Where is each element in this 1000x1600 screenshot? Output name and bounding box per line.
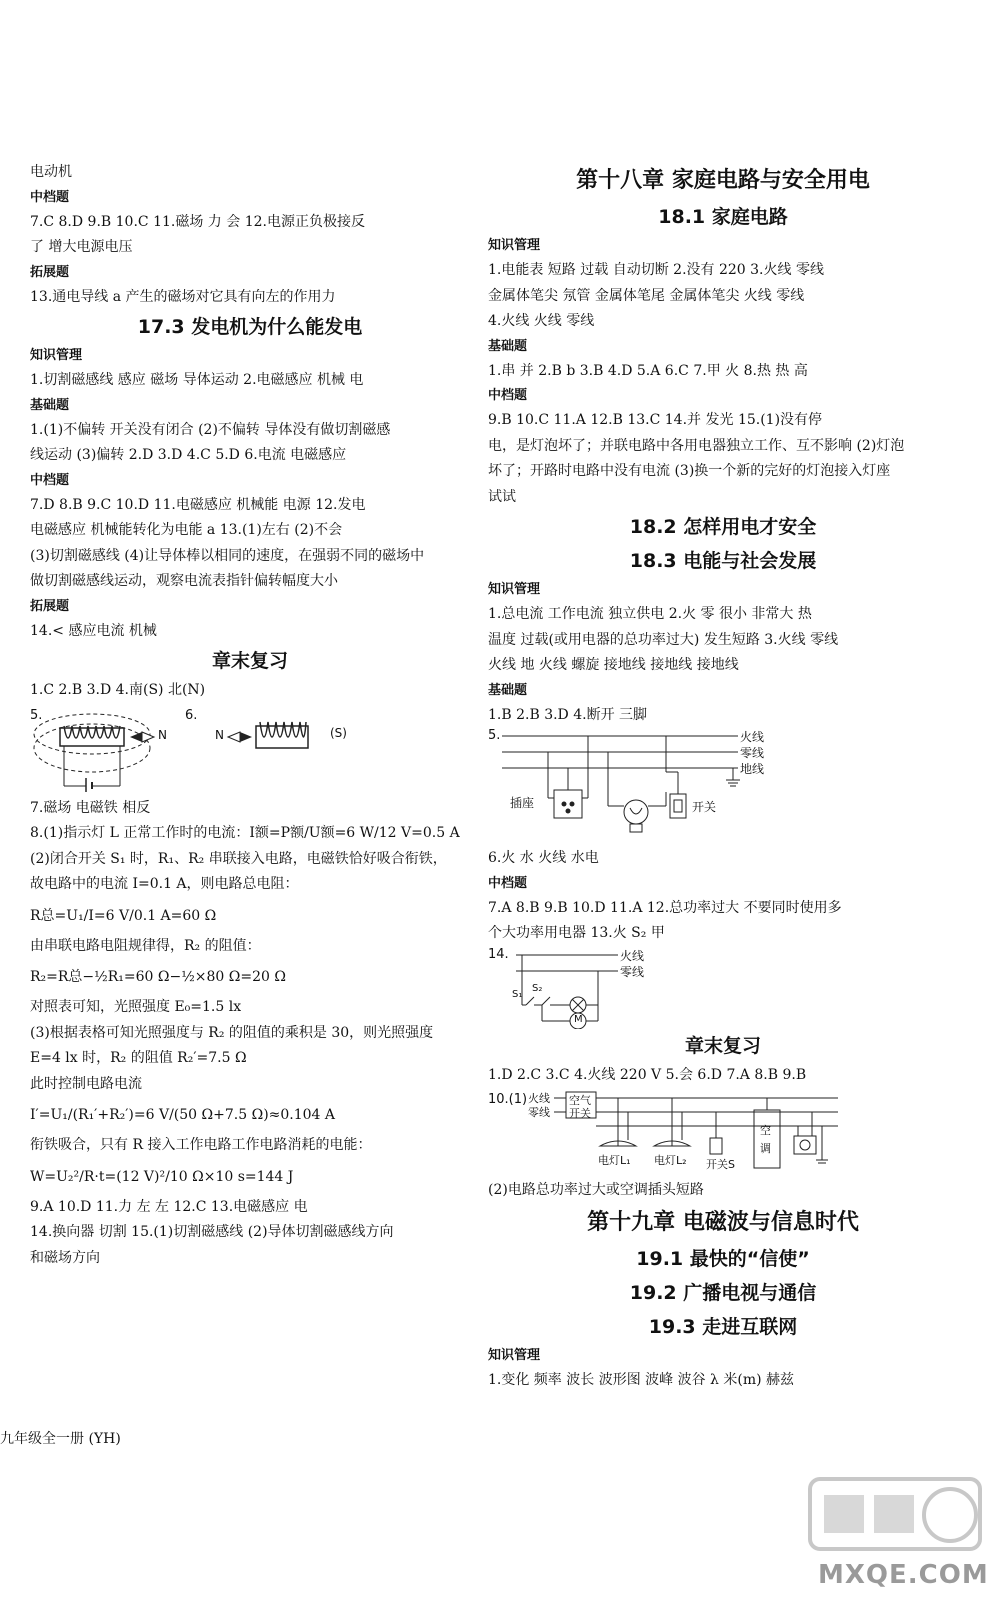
subheading: 中档题	[488, 875, 528, 891]
lamp-l1-label: 电灯L₁	[598, 1154, 631, 1167]
answer-line: E=4 lx 时，R₂ 的阻值 R₂′=7.5 Ω	[30, 1050, 247, 1066]
answer-line: 和磁场方向	[30, 1249, 100, 1266]
figure-number: 14.	[488, 946, 509, 962]
answer-line: 4.火线 火线 零线	[488, 313, 595, 329]
formula-line: R₂=R总−½R₁=60 Ω−½×80 Ω=20 Ω	[30, 969, 286, 985]
north-pole-label: N	[215, 727, 224, 742]
answer-line: 个大功率用电器 13.火 S₂ 甲	[488, 925, 665, 941]
answer-line: 13.通电导线 a 产生的磁场对它具有向左的作用力	[30, 288, 336, 305]
answer-line: 对照表可知，光照强度 E₀=1.5 lx	[30, 999, 242, 1015]
answer-line: 9.B 10.C 11.A 12.B 13.C 14.并 发光 15.(1)没有停	[488, 412, 823, 428]
answer-line: (2)闭合开关 S₁ 时，R₁、R₂ 串联接入电路，电磁铁恰好吸合衔铁，	[30, 850, 447, 867]
subheading: 中档题	[30, 472, 70, 488]
live-wire-label: 火线	[528, 1092, 550, 1105]
answer-line: 电磁感应 机械能转化为电能 a 13.(1)左右 (2)不会	[30, 522, 343, 538]
answer-line: 7.A 8.B 9.B 10.D 11.A 12.总功率过大 不要同时使用多	[488, 899, 842, 916]
section-title-19-1: 19.1 最快的“信使”	[636, 1247, 810, 1270]
household-circuit-figure	[488, 728, 958, 846]
answer-line: 衔铁吸合，只有 R 接入工作电路工作电路消耗的电能：	[30, 1137, 372, 1153]
north-pole-label: N	[158, 727, 167, 742]
motor-label: M	[574, 1013, 583, 1025]
answer-line: 8.(1)指示灯 L 正常工作时的电流：I额=P额/U额=6 W/12 V=0.5 A	[30, 825, 460, 841]
right-column	[488, 162, 958, 1393]
answer-line: 1.总电流 工作电流 独立供电 2.火 零 很小 非常大 热	[488, 606, 812, 622]
answer-line: 电动机	[30, 164, 72, 180]
switch-label: 开关	[692, 800, 717, 814]
answer-line: 14.< 感应电流 机械	[30, 622, 157, 639]
subheading: 基础题	[30, 397, 70, 413]
answer-line: 1.电能表 短路 过载 自动切断 2.没有 220 3.火线 零线	[488, 262, 824, 278]
answer-line: 由串联电路电阻规律得，R₂ 的阻值：	[30, 937, 261, 954]
subheading: 中档题	[30, 189, 70, 205]
figure-number: 6.	[185, 707, 198, 723]
answer-line: 7.D 8.B 9.C 10.D 11.电磁感应 机械能 电源 12.发电	[30, 496, 366, 513]
answer-line: (3)根据表格可知光照强度与 R₂ 的阻值的乘积是 30，则光照强度	[30, 1024, 434, 1041]
neutral-wire-label: 零线	[740, 746, 765, 760]
fan-light-circuit-figure	[488, 947, 958, 1029]
left-column	[30, 160, 470, 1271]
page-footer: 九年级全一册 (YH)	[0, 1431, 121, 1447]
subheading: 拓展题	[30, 264, 70, 280]
air-switch-label: 空气	[569, 1094, 591, 1107]
subheading: 基础题	[488, 682, 528, 698]
section-title-18-2: 18.2 怎样用电才安全	[629, 516, 817, 538]
ground-wire-label: 地线	[740, 762, 765, 776]
answer-line: 6.火 水 火线 水电	[488, 850, 599, 866]
answer-line: 1.C 2.B 3.D 4.南(S) 北(N)	[30, 682, 206, 698]
section-title-19-2: 19.2 广播电视与通信	[629, 1281, 817, 1304]
subheading: 知识管理	[30, 348, 83, 363]
answer-line: 此时控制电路电流	[30, 1075, 142, 1092]
answer-line: 电，是灯泡坏了；并联电路中各用电器独立工作、互不影响 (2)灯泡	[488, 437, 905, 454]
answer-line: 线运动 (3)偏转 2.D 3.D 4.C 5.D 6.电流 电磁感应	[30, 447, 347, 463]
figure-number: 5.	[488, 728, 501, 743]
air-switch-circuit-figure	[488, 1088, 958, 1178]
answer-line: 1.串 并 2.B b 3.B 4.D 5.A 6.C 7.甲 火 8.热 热 高	[488, 362, 808, 379]
switch-s1-label: S₁	[512, 988, 523, 1000]
fan-light-circuit-diagram	[488, 947, 688, 1029]
section-title-19-3: 19.3 走进互联网	[648, 1315, 798, 1338]
answer-line: (3)切割磁感线 (4)让导体棒以相同的速度，在强弱不同的磁场中	[30, 547, 425, 564]
neutral-wire-label: 零线	[620, 964, 645, 979]
south-pole-label: (S)	[330, 725, 347, 740]
answer-line: 试试	[488, 488, 516, 505]
watermark-text: MXQE.COM	[818, 1560, 989, 1590]
answer-line: 9.A 10.D 11.力 左 左 12.C 13.电磁感应 电	[30, 1198, 308, 1215]
live-wire-label: 火线	[620, 948, 645, 963]
subheading: 基础题	[488, 338, 528, 354]
formula-line: W=U₂²/R·t=(12 V)²/10 Ω×10 s=144 J	[30, 1168, 294, 1185]
answer-line: 7.磁场 电磁铁 相反	[30, 799, 151, 816]
subheading: 知识管理	[488, 1347, 541, 1363]
chapter-title-19: 第十九章 电磁波与信息时代	[587, 1209, 859, 1235]
air-conditioner-label: 调	[760, 1142, 771, 1155]
lamp-l2-label: 电灯L₂	[654, 1154, 687, 1167]
answer-line: 7.C 8.D 9.B 10.C 11.磁场 力 会 12.电源正负极接反	[30, 213, 365, 230]
answer-line: 了 增大电源电压	[30, 239, 133, 255]
switch-s2-label: S₂	[532, 982, 543, 994]
section-title-18-1: 18.1 家庭电路	[658, 206, 788, 228]
socket-label: 插座	[510, 796, 535, 810]
figure-number: 10.(1)	[488, 1092, 528, 1107]
live-wire-label: 火线	[740, 730, 765, 744]
subheading: 知识管理	[488, 582, 541, 597]
answer-line: 火线 地 火线 螺旋 接地线 接地线 接地线	[488, 657, 739, 673]
answer-line: 1.(1)不偏转 开关没有闭合 (2)不偏转 导体没有做切割磁感	[30, 421, 391, 438]
answer-line: 金属体笔尖 氖管 金属体笔尾 金属体笔尖 火线 零线	[488, 287, 805, 304]
air-switch-label: 开关	[569, 1107, 591, 1120]
answer-line: 故电路中的电流 I=0.1 A，则电路总电阻：	[30, 876, 299, 892]
solenoid-figures	[30, 704, 470, 796]
formula-line: I′=U₁/(R₁′+R₂′)=6 V/(50 Ω+7.5 Ω)≈0.104 A	[30, 1107, 336, 1123]
answer-line: 1.B 2.B 3.D 4.断开 三脚	[488, 706, 648, 723]
answer-line: 14.换向器 切割 15.(1)切割磁感线 (2)导体切割磁感线方向	[30, 1224, 394, 1240]
solenoid-diagram	[30, 704, 470, 796]
neutral-wire-label: 零线	[528, 1106, 550, 1119]
answer-line: (2)电路总功率过大或空调插头短路	[488, 1182, 704, 1198]
section-title-review: 章末复习	[684, 1034, 761, 1057]
chapter-title-18: 第十八章 家庭电路与安全用电	[576, 168, 870, 193]
subheading: 拓展题	[30, 598, 70, 614]
answer-line: 做切割磁感线运动，观察电流表指针偏转幅度大小	[30, 573, 338, 589]
section-title-17-3: 17.3 发电机为什么能发电	[137, 316, 363, 338]
answer-line: 1.切割磁感线 感应 磁场 导体运动 2.电磁感应 机械 电	[30, 372, 364, 388]
subheading: 知识管理	[488, 238, 541, 253]
switch-s-label: 开关S	[706, 1158, 735, 1171]
air-conditioner-label: 空	[760, 1124, 771, 1137]
answer-line: 1.D 2.C 3.C 4.火线 220 V 5.会 6.D 7.A 8.B 9.B	[488, 1066, 807, 1083]
figure-number: 5.	[30, 707, 43, 723]
answer-line: 温度 过载(或用电器的总功率过大) 发生短路 3.火线 零线	[488, 631, 839, 648]
section-title-18-3: 18.3 电能与社会发展	[629, 550, 817, 572]
subheading: 中档题	[488, 388, 528, 403]
answer-line: 1.变化 频率 波长 波形图 波峰 波谷 λ 米(m) 赫兹	[488, 1371, 795, 1388]
formula-line: R总=U₁/I=6 V/0.1 A=60 Ω	[30, 907, 217, 924]
section-title-review: 章末复习	[211, 650, 288, 672]
answer-line: 坏了；开路时电路中没有电流 (3)换一个新的完好的灯泡接入灯座	[488, 463, 891, 479]
